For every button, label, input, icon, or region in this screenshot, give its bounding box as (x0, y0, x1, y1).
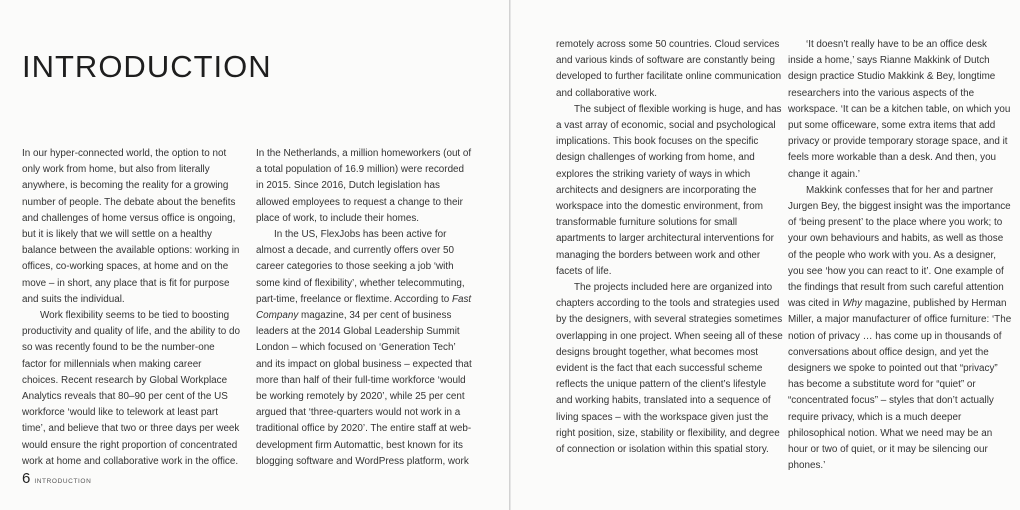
page-title: INTRODUCTION (22, 48, 272, 84)
publication-name: Why (842, 298, 863, 310)
right-column-1 (556, 37, 783, 458)
paragraph: ‘It doesn’t really have to be an office desk inside a home,’ says Rianne Makkink of Dutch design practice Studio Makkink & Bey, longtime researchers into the various aspects of the workspace. ‘It can be a kitchen table, on which you put some officeware, some extra items that add privacy or provide temporary storage space, and it feels more workable than a desk. And then, you change it again.’ (788, 39, 1011, 180)
text-run: In the US, FlexJobs has been active for almost a decade, and currently offers over 50 career categories to those seeking a job ‘with some kind of flexibility’, whether telecommuting, part-time, freelance or flextime. According to (256, 229, 465, 305)
text-run: magazine, published by Herman Miller, a major manufacturer of office furniture: ‘The notion of privacy … has come up in thousands of conversations about office design, and yet the designers we spoke to pointed out that “privacy” has become a substitute word for “quiet” or “concentrated focus” – styles that don’t actually require privacy, which is a much deeper philosophical notion. What we need may be an hour or two of quiet, or it may be silencing our phones.’ (788, 298, 1012, 472)
folio (22, 470, 91, 487)
paragraph (256, 227, 474, 470)
paragraph (788, 183, 1012, 475)
text-run: magazine, 34 per cent of business leaders at the 2014 Global Leadership Summit London – which focused on ‘Generation Tech’ and its impact on global business – expected that more than half of their full-time workforce ‘would be working remotely by 2020’, while 25 per cent argued that ‘three-quarters would not work in a traditional office by 2020’. The entire staff at web-development firm Automattic, best known for its blogging software and WordPress platform, work (256, 310, 472, 467)
right-page (511, 0, 1020, 510)
paragraph: The subject of flexible working is huge, and has a vast array of economic, social and psychological implications. This book focuses on the specific design challenges of working from home, and explores the striking variety of ways in which architects and designers are incorporating the workspace into the domestic environment, from transformable furniture solutions for small apartments to larger architectural interventions for managing the borders between work and other facets of life. (556, 103, 782, 277)
paragraph: The projects included here are organized into chapters according to the tools and strategies used by the designers, with several strategies sometimes overlapping in one project. When seeing all of these designs brought together, what becomes most evident is the fact that each successful scheme reflects the unique pattern of the client’s lifestyle and working habits, translated into a sequence of living spaces – with the workspace given just the right position, size, stability or flexibility, and degree of connection or isolation within this spatial story. (556, 282, 783, 456)
text-run: Makkink confesses that for her and partner Jurgen Bey, the biggest insight was the importance of ‘being present’ to the place where you work; to your own behaviours and habits, as well as those of the people who work with you. As a designer, you see ‘how you can react to it’. One example of the findings that result from such careful attention was cited in (788, 184, 1011, 310)
page-number: 6 (22, 470, 31, 487)
paragraph: Work flexibility seems to be tied to boosting productivity and quality of life, and the ability to do so was recently found to be the number-one factor for millennials when making career choices. Recent research by Global Workplace Analytics reveals that 80–90 per cent of the US workforce ‘would like to telework at least part time’, and believe that two or three days per week would ensure the right proportion of concentrated work at home and collaborative work in the office. (22, 310, 240, 467)
left-page (0, 0, 509, 510)
publication-name: Fast Company (256, 293, 472, 322)
left-column-2 (256, 146, 474, 470)
paragraph: In the Netherlands, a million homeworkers (out of a total population of 16.9 million) were recorded in 2015. Since 2016, Dutch legislation has allowed employees to request a change to their place of work, to include their homes. (256, 148, 472, 224)
paragraph: remotely across some 50 countries. Cloud services and various kinds of software are constantly being developed to further facilitate online communication and collaborative work. (556, 39, 782, 99)
right-column-2 (788, 37, 1012, 474)
left-column-1 (22, 146, 240, 470)
running-head: INTRODUCTION (34, 478, 92, 485)
paragraph: In our hyper-connected world, the option to not only work from home, but also from literally anywhere, is becoming the reality for a growing number of people. The debate about the benefits and challenges of home versus office is ongoing, but it is likely that we will settle on a healthy balance between the available options: working in offices, co-working spaces, at home and on the move – in short, any place that is fit for purpose and suits the individual. (22, 148, 240, 305)
